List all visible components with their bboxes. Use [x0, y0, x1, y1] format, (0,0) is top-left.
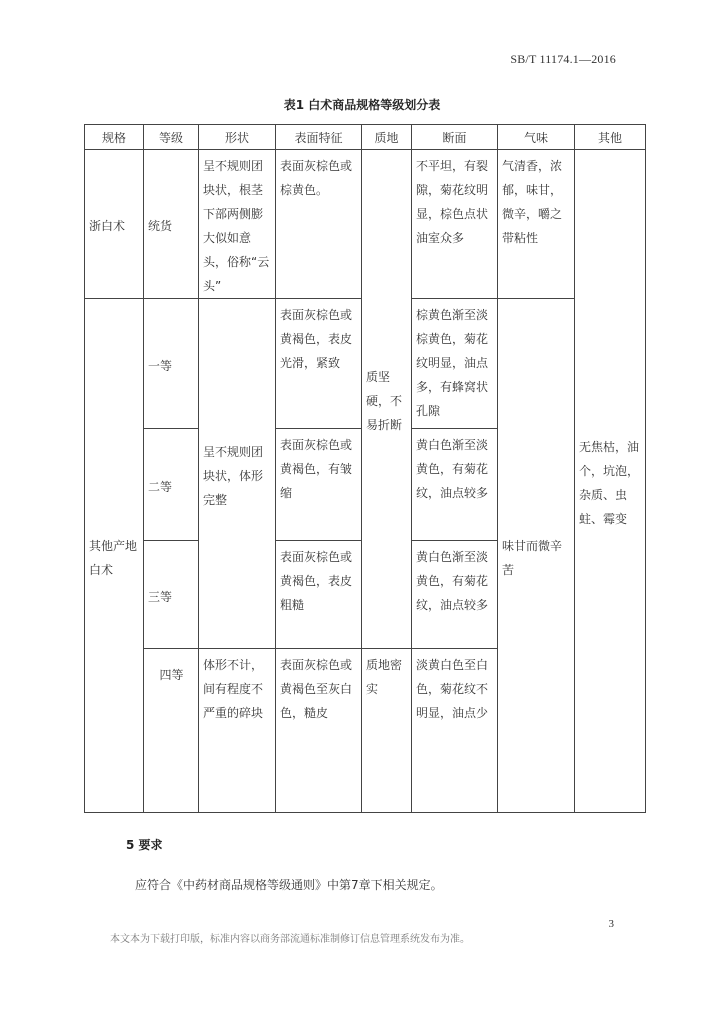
column-header: 表面特征 — [276, 125, 362, 150]
table-header-row — [85, 125, 646, 150]
misc-cell: 无焦枯，油个，坑泡，杂质、虫蛀、霉变 — [575, 150, 646, 813]
section-cell: 不平坦，有裂隙，菊花纹明显，棕色点状油室众多 — [412, 150, 498, 299]
section-cell: 淡黄白色至白色，菊花纹不明显，油点少 — [412, 649, 498, 813]
column-header: 规格 — [85, 125, 144, 150]
texture-cell: 质坚硬，不易折断 — [362, 150, 412, 649]
table-title: 表1 白术商品规格等级划分表 — [283, 98, 441, 112]
texture-cell: 质地密实 — [362, 649, 412, 813]
spec-cell: 浙白术 — [85, 150, 144, 299]
odor-cell: 气清香，浓郁，味甘，微辛，嚼之带粘性 — [498, 150, 575, 299]
grade-cell: 二等 — [144, 429, 199, 541]
surface-cell: 表面灰棕色或黄褐色，表皮光滑，紧致 — [276, 299, 362, 429]
shape-cell: 呈不规则团块状，根茎下部两侧膨大似如意头，俗称“云头” — [199, 150, 276, 299]
column-header: 其他 — [575, 125, 646, 150]
standard-code: SB/T 11174.1—2016 — [510, 52, 616, 66]
column-header: 形状 — [199, 125, 276, 150]
grade-cell: 四等 — [144, 649, 199, 813]
grade-table — [84, 124, 646, 813]
column-header: 气味 — [498, 125, 575, 150]
spec-cell: 其他产地白术 — [85, 299, 144, 813]
section-cell: 黄白色渐至淡黄色，有菊花纹，油点较多 — [412, 541, 498, 649]
section-cell: 棕黄色渐至淡棕黄色，菊花纹明显，油点多，有蜂窝状孔隙 — [412, 299, 498, 429]
column-header: 断面 — [412, 125, 498, 150]
shape-cell: 体形不计，间有程度不严重的碎块 — [199, 649, 276, 813]
grade-cell: 三等 — [144, 541, 199, 649]
column-header: 等级 — [144, 125, 199, 150]
section-text: 应符合《中药材商品规格等级通则》中第7章下相关规定。 — [135, 878, 443, 892]
table-row — [85, 150, 646, 299]
footer-note: 本文本为下载打印版，标准内容以商务部流通标准制修订信息管理系统发布为准。 — [110, 934, 470, 945]
surface-cell: 表面灰棕色或黄褐色，表皮粗糙 — [276, 541, 362, 649]
page-number: 3 — [608, 918, 614, 930]
column-header: 质地 — [362, 125, 412, 150]
grade-cell: 统货 — [144, 150, 199, 299]
section-cell: 黄白色渐至淡黄色，有菊花纹，油点较多 — [412, 429, 498, 541]
surface-cell: 表面灰棕色或黄褐色，有皱缩 — [276, 429, 362, 541]
surface-cell: 表面灰棕色或棕黄色。 — [276, 150, 362, 299]
grade-cell: 一等 — [144, 299, 199, 429]
odor-cell: 味甘而微辛苦 — [498, 299, 575, 813]
section-heading: 5 要求 — [126, 838, 163, 852]
surface-cell: 表面灰棕色或黄褐色至灰白色，糙皮 — [276, 649, 362, 813]
shape-cell: 呈不规则团块状，体形完整 — [199, 299, 276, 649]
